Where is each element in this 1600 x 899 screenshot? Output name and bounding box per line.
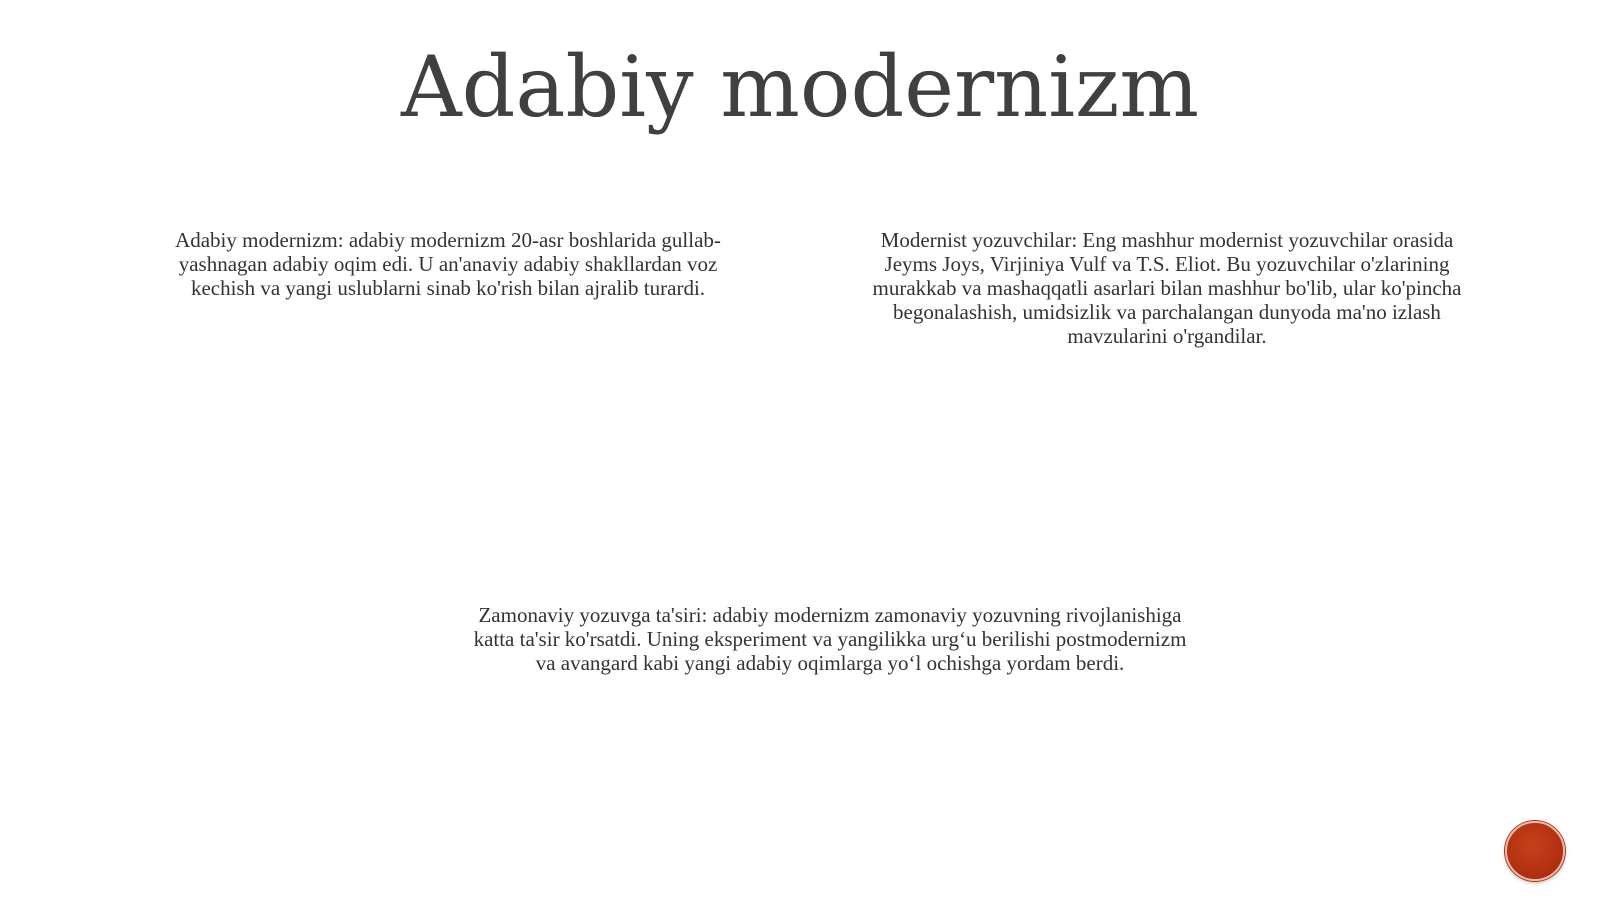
circle-button-icon[interactable] bbox=[1505, 821, 1565, 881]
paragraph-influence-on-modern-writing: Zamonaviy yozuvga ta'siri: adabiy modernizm zamonaviy yozuvning rivojlanishiga katta ta'sir ko'rsatdi. Uning eksperiment va yangilikka urg‘u berilishi postmodernizm va avangard kabi yangi adabiy oqimlarga yo‘l ochishga yordam berdi. bbox=[473, 603, 1187, 675]
paragraph-literary-modernism: Adabiy modernizm: adabiy modernizm 20-asr boshlarida gullab-yashnagan adabiy oqim edi. U an'anaviy adabiy shakllardan voz kechish va yangi uslublarni sinab ko'rish bilan ajralib turardi. bbox=[175, 228, 721, 300]
slide-title: Adabiy modernizm bbox=[400, 38, 1200, 136]
paragraph-modernist-writers: Modernist yozuvchilar: Eng mashhur modernist yozuvchilar orasida Jeyms Joys, Virjiniya Vulf va T.S. Eliot. Bu yozuvchilar o'zlarining murakkab va mashaqqatli asarlari bilan mashhur bo'lib, ular ko'pincha begonalashish, umidsizlik va parchalangan dunyoda ma'no izlash mavzularini o'rgandilar. bbox=[872, 228, 1462, 348]
